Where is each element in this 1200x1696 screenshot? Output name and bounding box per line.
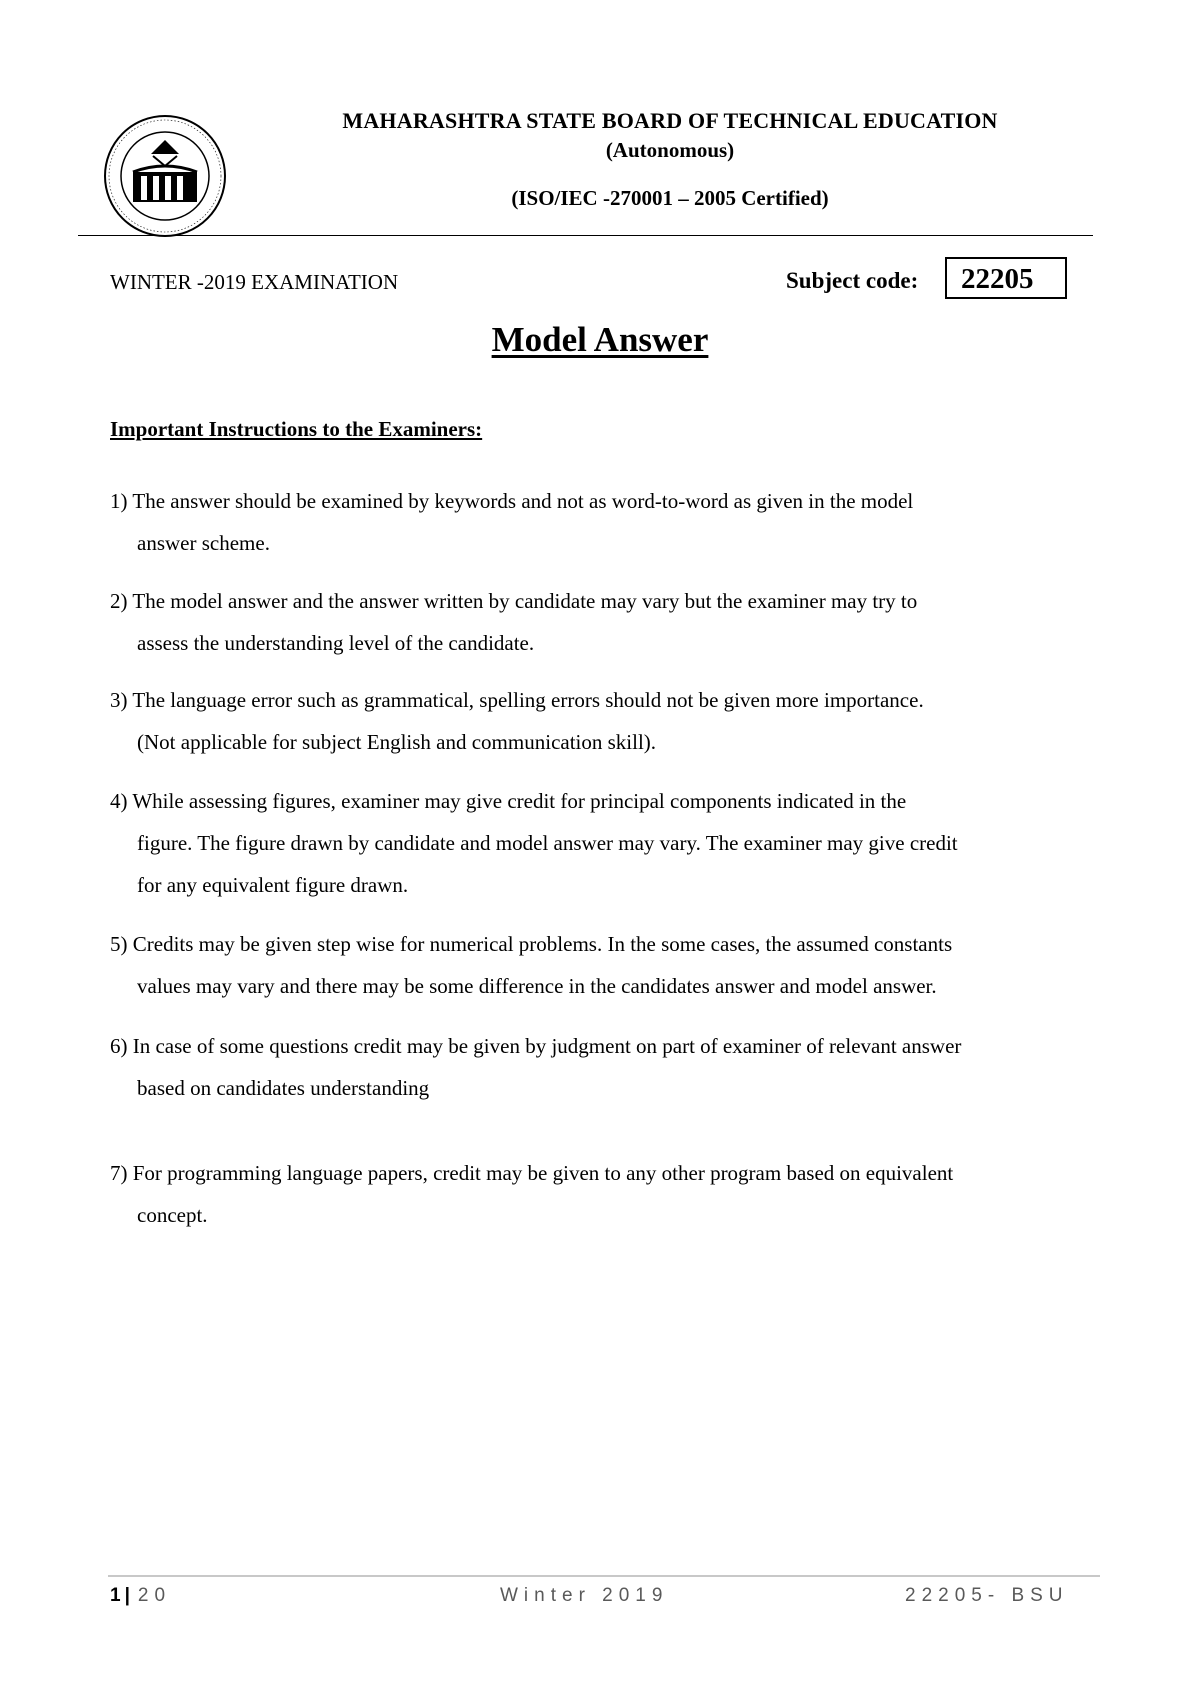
certification-line: (ISO/IEC -270001 – 2005 Certified) <box>511 186 829 210</box>
instruction-item <box>110 923 1098 1007</box>
footer-divider <box>108 1575 1100 1577</box>
instruction-continuation: based on candidates understanding <box>137 1076 430 1100</box>
instruction-line: 2) The model answer and the answer written by candidate may vary but the examiner may try to <box>110 589 918 613</box>
instructions-heading: Important Instructions to the Examiners: <box>110 417 483 441</box>
instruction-continuation: figure. The figure drawn by candidate and model answer may vary. The examiner may give credit <box>137 831 958 855</box>
instruction-item <box>110 480 1098 564</box>
instruction-line: 4) While assessing figures, examiner may give credit for principal components indicated in the <box>110 789 907 813</box>
instruction-line: 3) The language error such as grammatical, spelling errors should not be given more importance. <box>110 688 924 712</box>
document-title-text: Model Answer <box>491 320 709 359</box>
instruction-item <box>110 780 1098 906</box>
page-number <box>110 1585 171 1607</box>
footer-session: Winter 2019 <box>500 1585 669 1606</box>
msbte-logo <box>103 114 227 238</box>
instruction-continuation: assess the understanding level of the candidate. <box>137 631 535 655</box>
page-separator: | <box>124 1585 130 1606</box>
document-title <box>0 320 1200 360</box>
instruction-line: 5) Credits may be given step wise for numerical problems. In the some cases, the assumed constants <box>110 932 953 956</box>
page-total: 20 <box>137 1585 172 1606</box>
examination-session: WINTER -2019 EXAMINATION <box>110 270 399 294</box>
instruction-continuation: (Not applicable for subject English and communication skill). <box>137 730 657 754</box>
page-current: 1 <box>110 1585 121 1606</box>
instruction-line: 1) The answer should be examined by keywords and not as word-to-word as given in the model <box>110 489 914 513</box>
subject-code-label: Subject code: <box>786 268 919 293</box>
board-status: (Autonomous) <box>605 138 735 162</box>
instruction-continuation: for any equivalent figure drawn. <box>137 873 409 897</box>
instruction-item <box>110 1025 1098 1109</box>
instruction-line: 6) In case of some questions credit may be given by judgment on part of examiner of relevant answer <box>110 1034 962 1058</box>
instruction-continuation: answer scheme. <box>137 531 270 555</box>
instruction-line: 7) For programming language papers, credit may be given to any other program based on equivalent <box>110 1161 954 1185</box>
instruction-continuation: values may vary and there may be some difference in the candidates answer and model answer. <box>137 974 937 998</box>
instruction-item <box>110 580 1098 664</box>
board-name: MAHARASHTRA STATE BOARD OF TECHNICAL EDUCATION <box>342 108 998 133</box>
instruction-item <box>110 1152 1098 1236</box>
instruction-item <box>110 679 1098 763</box>
subject-code-box: 22205 <box>945 257 1067 299</box>
header-divider <box>78 235 1093 236</box>
footer-code: 22205- BSU <box>905 1585 1069 1606</box>
instruction-continuation: concept. <box>137 1203 208 1227</box>
